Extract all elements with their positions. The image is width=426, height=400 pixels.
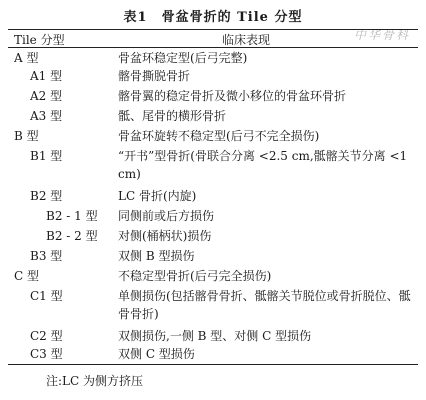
row-desc: LC 骨折(内旋) [118,189,197,203]
row-desc: 髂骨翼的稳定骨折及微小移位的骨盆环骨折 [118,89,347,103]
row-type: C 型 [14,269,39,283]
table-number: 表1 [123,10,148,25]
row-type: A1 型 [30,69,63,83]
row-desc: 骨盆环稳定型(后弓完整) [118,51,248,65]
row-type: C1 型 [30,289,63,303]
row-type: A 型 [14,51,39,65]
row-desc: 对侧(桶柄状)损伤 [118,229,212,243]
row-type: C2 型 [30,329,63,343]
row-desc: 同侧前或后方损伤 [118,209,215,223]
row-desc: “开书”型骨折(骨联合分离 <2.5 cm,骶髂关节分离 <1 cm) [118,149,408,181]
table-header-rule [8,47,418,48]
row-desc: 双侧 C 型损伤 [118,347,195,361]
table-footnote: 注:LC 为侧方挤压 [46,374,144,388]
row-type: A3 型 [30,109,63,123]
row-type: B2 - 1 型 [46,209,98,223]
table-top-rule [8,29,418,30]
row-type: B2 - 2 型 [46,229,98,243]
row-desc: 不稳定型骨折(后弓完全损伤) [118,269,272,283]
row-type: B 型 [14,129,39,143]
table-caption [0,6,426,25]
row-type: B3 型 [30,249,63,263]
row-desc: 单侧损伤(包括髂骨骨折、骶髂关节脱位或骨折脱位、骶骨骨折) [118,289,411,321]
row-type: B1 型 [30,149,63,163]
row-type: A2 型 [30,89,63,103]
header-clinical-manifestation: 临床表现 [222,33,271,47]
row-desc: 髂骨撕脱骨折 [118,69,191,83]
header-tile-type: Tile 分型 [14,33,65,47]
row-type: B2 型 [30,189,63,203]
table-bottom-rule [8,364,418,365]
row-desc: 双侧损伤,一侧 B 型、对侧 C 型损伤 [118,329,312,343]
row-type: C3 型 [30,347,63,361]
table-title: 骨盆骨折的 Tile 分型 [161,10,303,25]
watermark: 中华骨科 [353,28,410,42]
row-desc: 双侧 B 型损伤 [118,249,195,263]
row-desc: 骨盆环旋转不稳定型(后弓不完全损伤) [118,129,320,143]
row-desc: 骶、尾骨的横形骨折 [118,109,227,123]
